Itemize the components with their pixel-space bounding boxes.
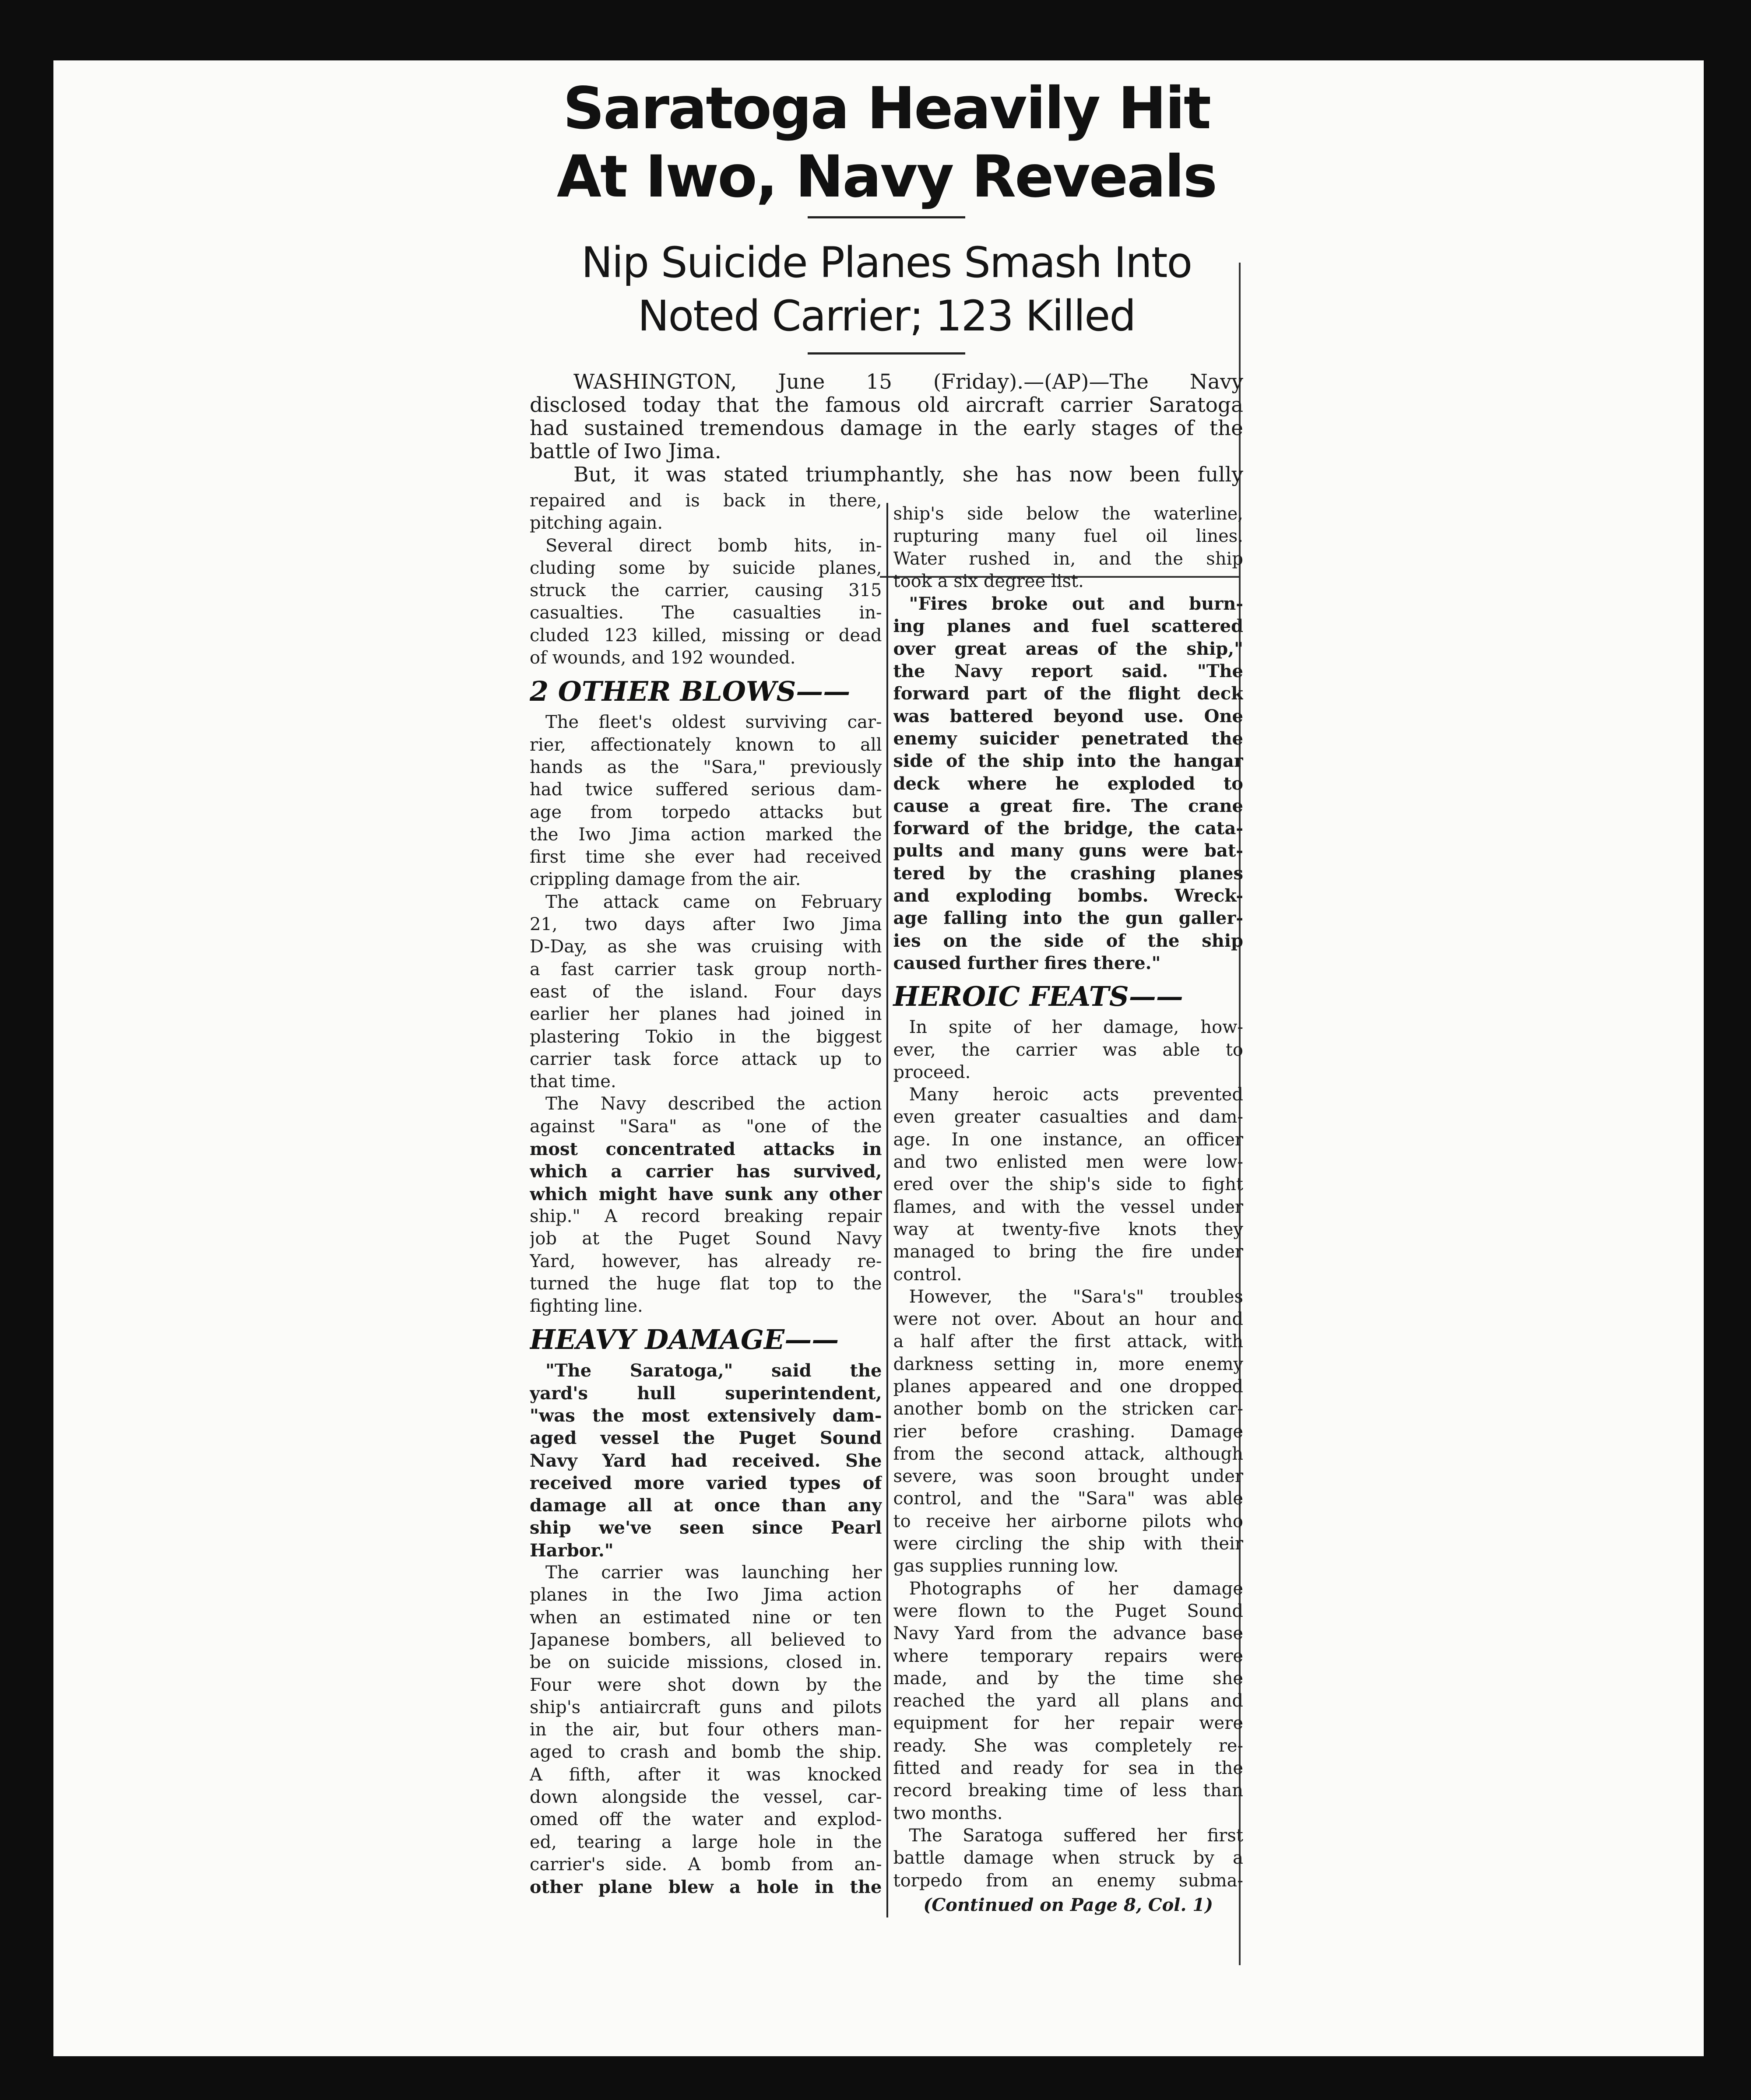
text-line: aged to crash and bomb the ship. xyxy=(530,1742,882,1763)
lead-line: battle of Iwo Jima. xyxy=(530,440,721,463)
text-line: were circling the ship with their xyxy=(893,1534,1243,1554)
text-line: when an estimated nine or ten xyxy=(530,1607,882,1628)
text-line: ready. She was completely re- xyxy=(893,1735,1243,1756)
text-line: ered over the ship's side to fight xyxy=(893,1174,1243,1195)
text-line: ever, the carrier was able to xyxy=(893,1039,1243,1060)
text-line: carrier's side. A bomb from an- xyxy=(530,1854,882,1875)
text-line: Four were shot down by the xyxy=(530,1675,882,1695)
right-column xyxy=(886,503,1244,1917)
continued-note: (Continued on Page 8, Col. 1) xyxy=(923,1894,1213,1915)
text-line: repaired and is back in there, xyxy=(530,491,882,511)
text-line: two months. xyxy=(893,1803,1003,1823)
text-line: way at twenty-five knots they xyxy=(893,1219,1243,1240)
text-line: had twice suffered serious dam- xyxy=(530,780,882,800)
text-line: other plane blew a hole in the xyxy=(530,1877,882,1898)
text-line: A fifth, after it was knocked xyxy=(530,1764,882,1785)
lead-line: had sustained tremendous damage in the early stages of the xyxy=(530,417,1243,440)
text-line: battle damage when struck by a xyxy=(893,1848,1243,1868)
text-line: earlier her planes had joined in xyxy=(530,1004,882,1025)
text-line: torpedo from an enemy subma- xyxy=(893,1870,1243,1891)
text-line: of wounds, and 192 wounded. xyxy=(530,648,796,668)
lead-line: disclosed today that the famous old aircraft carrier Saratoga xyxy=(530,393,1243,417)
text-line: east of the island. Four days xyxy=(530,981,882,1002)
text-line: forward of the bridge, the cata- xyxy=(893,818,1243,839)
text-line: However, the "Sara's" troubles xyxy=(909,1286,1243,1307)
text-line: record breaking time of less than xyxy=(893,1780,1243,1801)
text-line: carrier task force attack up to xyxy=(530,1049,882,1069)
text-line: control, and the "Sara" was able xyxy=(893,1489,1243,1509)
text-line: rier before crashing. Damage xyxy=(893,1421,1243,1442)
text-line: yard's hull superintendent, xyxy=(530,1383,882,1404)
text-line: the Navy report said. "The xyxy=(893,661,1243,682)
text-line: ship's side below the waterline, xyxy=(893,504,1243,524)
text-line: and two enlisted men were low- xyxy=(893,1152,1243,1173)
text-line: "The Saratoga," said the xyxy=(545,1360,882,1381)
text-line: Harbor." xyxy=(530,1540,614,1561)
text-line: was battered beyond use. One xyxy=(893,706,1243,727)
deck-rule xyxy=(808,352,965,355)
text-line: severe, was soon brought under xyxy=(893,1466,1243,1487)
text-line: rupturing many fuel oil lines. xyxy=(893,526,1243,547)
text-line: ing planes and fuel scattered xyxy=(893,616,1243,637)
text-line: control. xyxy=(893,1264,962,1285)
text-line: The carrier was launching her xyxy=(545,1563,882,1583)
headline-line-2: At Iwo, Navy Reveals xyxy=(556,143,1217,211)
text-line: from the second attack, although xyxy=(893,1443,1243,1464)
text-line: fighting line. xyxy=(530,1296,643,1317)
text-line: pitching again. xyxy=(530,513,663,534)
text-line: which might have sunk any other xyxy=(530,1183,882,1205)
text-line: managed to bring the fire under xyxy=(893,1242,1243,1262)
text-line: where temporary repairs were xyxy=(893,1646,1243,1666)
left-column xyxy=(530,490,886,1917)
text-line: even greater casualties and dam- xyxy=(893,1107,1243,1127)
text-line: The attack came on February xyxy=(545,892,882,912)
text-line: The Saratoga suffered her first xyxy=(909,1825,1243,1846)
text-line: "Fires broke out and burn- xyxy=(909,593,1243,615)
text-line: omed off the water and explod- xyxy=(530,1809,882,1830)
text-line: planes appeared and one dropped xyxy=(893,1376,1243,1397)
headline-line-1: Saratoga Heavily Hit xyxy=(563,75,1210,142)
text-line: cluded 123 killed, missing or dead xyxy=(530,625,882,646)
news-clipping xyxy=(530,74,1243,1917)
text-line: damage all at once than any xyxy=(530,1495,882,1516)
text-line: proceed. xyxy=(893,1062,971,1082)
text-line: Many heroic acts prevented xyxy=(909,1085,1243,1105)
text-line: age. In one instance, an officer xyxy=(893,1129,1243,1150)
text-line: Yard, however, has already re- xyxy=(530,1251,882,1271)
text-line: Japanese bombers, all believed to xyxy=(530,1629,882,1650)
text-line: over great areas of the ship," xyxy=(893,638,1243,659)
lead-paragraph xyxy=(530,370,1243,486)
text-line: the Iwo Jima action marked the xyxy=(530,824,882,845)
text-line: flames, and with the vessel under xyxy=(893,1197,1243,1217)
text-line: to receive her airborne pilots who xyxy=(893,1511,1243,1531)
text-line: ship's antiaircraft guns and pilots xyxy=(530,1697,882,1717)
text-line: forward part of the flight deck xyxy=(893,683,1243,704)
text-line: were flown to the Puget Sound xyxy=(893,1601,1243,1621)
text-line: The fleet's oldest surviving car- xyxy=(545,712,882,733)
text-line: age falling into the gun galler- xyxy=(893,908,1243,929)
text-line: planes in the Iwo Jima action xyxy=(530,1585,882,1605)
text-line: rier, affectionately known to all xyxy=(530,734,882,755)
lead-line: WASHINGTON, June 15 (Friday).—(AP)—The Navy xyxy=(573,370,1243,393)
text-line: reached the yard all plans and xyxy=(893,1691,1243,1711)
text-line: Water rushed in, and the ship xyxy=(893,548,1243,569)
text-line: struck the carrier, causing 315 xyxy=(530,580,882,601)
article-columns xyxy=(530,490,1243,1917)
text-line: a half after the first attack, with xyxy=(893,1331,1243,1352)
text-line: caused further fires there." xyxy=(893,952,1161,973)
text-line: plastering Tokio in the biggest xyxy=(530,1026,882,1047)
deck-line-1: Nip Suicide Planes Smash Into xyxy=(581,238,1192,287)
text-line: took a six degree list. xyxy=(893,571,1084,591)
text-line: crippling damage from the air. xyxy=(530,869,801,890)
text-line: age from torpedo attacks but xyxy=(530,802,882,822)
text-line: most concentrated attacks in xyxy=(530,1139,882,1160)
text-line: equipment for her repair were xyxy=(893,1713,1243,1734)
text-line: against "Sara" as "one of the xyxy=(530,1116,882,1137)
text-line: and exploding bombs. Wreck- xyxy=(893,885,1243,906)
text-line: ship we've seen since Pearl xyxy=(530,1517,882,1538)
lead-line: But, it was stated triumphantly, she has now been fully xyxy=(573,463,1243,486)
text-line: which a carrier has survived, xyxy=(530,1161,882,1182)
text-line: The Navy described the action xyxy=(545,1094,882,1114)
text-line: ship." A record breaking repair xyxy=(530,1206,882,1226)
text-line: ed, tearing a large hole in the xyxy=(530,1832,882,1852)
text-line: received more varied types of xyxy=(530,1472,882,1493)
text-line: fitted and ready for sea in the xyxy=(893,1758,1243,1779)
text-line: in the air, but four others man- xyxy=(530,1720,882,1740)
subhead-other-blows: 2 OTHER BLOWS—— xyxy=(530,675,851,708)
text-line: Navy Yard from the advance base xyxy=(893,1623,1243,1644)
text-line: hands as the "Sara," previously xyxy=(530,757,882,777)
text-line: side of the ship into the hangar xyxy=(893,751,1243,772)
text-line: 21, two days after Iwo Jima xyxy=(530,914,882,935)
text-line: that time. xyxy=(530,1071,616,1092)
subhead-heroic-feats: HEROIC FEATS—— xyxy=(893,980,1183,1013)
subhead-heavy-damage: HEAVY DAMAGE—— xyxy=(530,1324,839,1356)
text-line: D-Day, as she was cruising with xyxy=(530,937,882,957)
text-line: were not over. About an hour and xyxy=(893,1309,1243,1330)
text-line: Navy Yard had received. She xyxy=(530,1450,882,1471)
text-line: job at the Puget Sound Navy xyxy=(530,1229,882,1249)
text-line: be on suicide missions, closed in. xyxy=(530,1652,882,1673)
text-line: down alongside the vessel, car- xyxy=(530,1787,882,1808)
text-line: another bomb on the stricken car- xyxy=(893,1399,1243,1419)
text-line: Several direct bomb hits, in- xyxy=(545,535,882,556)
text-line: enemy suicider penetrated the xyxy=(893,728,1243,749)
text-line: darkness setting in, more enemy xyxy=(893,1354,1243,1374)
text-line: aged vessel the Puget Sound xyxy=(530,1428,882,1449)
text-line: Photographs of her damage xyxy=(909,1578,1243,1599)
text-line: pults and many guns were bat- xyxy=(893,840,1243,861)
text-line: gas supplies running low. xyxy=(893,1556,1119,1577)
text-line: made, and by the time she xyxy=(893,1668,1243,1689)
headline-rule xyxy=(808,216,965,218)
text-line: cause a great fire. The crane xyxy=(893,795,1243,816)
text-line: first time she ever had received xyxy=(530,847,882,867)
text-line: deck where he exploded to xyxy=(893,773,1243,794)
text-line: a fast carrier task group north- xyxy=(530,959,882,980)
text-line: cluding some by suicide planes, xyxy=(530,558,882,578)
text-line: In spite of her damage, how- xyxy=(909,1017,1243,1038)
text-line: "was the most extensively dam- xyxy=(530,1405,882,1426)
text-line: ies on the side of the ship xyxy=(893,930,1243,951)
deck-line-2: Noted Carrier; 123 Killed xyxy=(637,291,1136,341)
text-line: turned the huge flat top to the xyxy=(530,1273,882,1294)
text-line: tered by the crashing planes xyxy=(893,863,1243,884)
text-line: casualties. The casualties in- xyxy=(530,603,882,623)
